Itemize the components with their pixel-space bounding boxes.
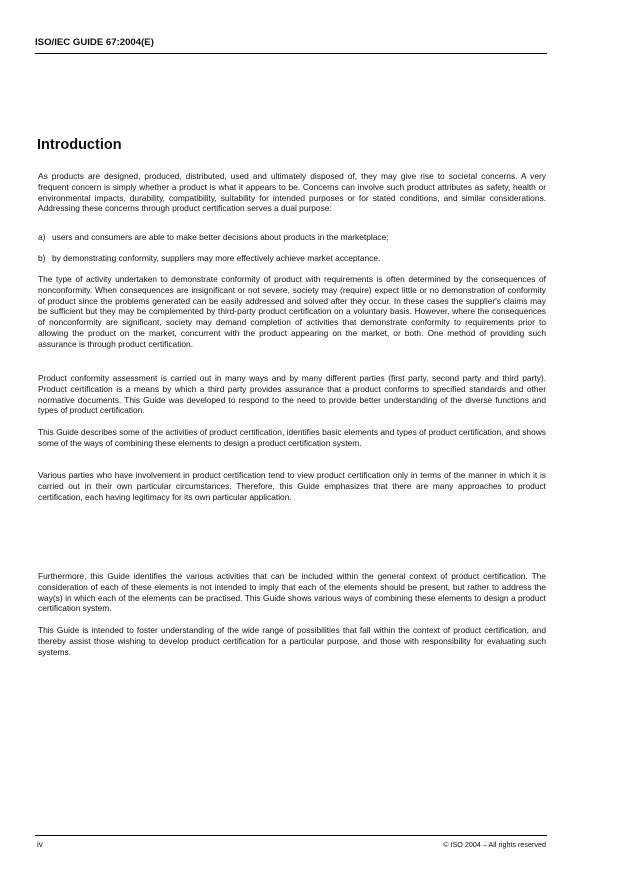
paragraph: This Guide describes some of the activities of product certification, identifies basic elements and types of product certification, and shows some of the ways of combining these elements to design a product certification system. (38, 427, 546, 448)
list-marker: a) (38, 232, 46, 242)
list-text: users and consumers are able to make better decisions about products in the marketplace; (52, 232, 389, 242)
paragraph: This Guide is intended to foster understanding of the wide range of possibilities that fall within the context of product certification, and thereby assist those wishing to develop product certification for a particular purpose, and those with responsibility for evaluating such systems. (38, 625, 546, 657)
paragraph: The type of activity undertaken to demonstrate conformity of product with requirements is often determined by the consequences of nonconformity. When consequences are insignificant or not severe, society may (require) expect little or no demonstration of conformity of product since the problems generated can be easily addressed and solved after they occur. In these cases the supplier's claims may be sufficient but they may be complemented by third-party product certification on a voluntary basis. However, where the consequences of nonconformity are significant, society may demand completion of activities that demonstrate conformity to requirements prior to allowing the product on the market, concurrent with the product appearing on the market, or both. One method of providing such assurance is through product certification. (38, 274, 546, 349)
paragraph: Various parties who have involvement in product certification tend to view product certification only in terms of the manner in which it is carried out in their own particular circumstances. Therefore, this Guide emphasizes that there are many approaches to product certification, each having legitimacy for its own particular application. (38, 470, 546, 502)
paragraph: Furthermore, this Guide identifies the various activities that can be included within the general context of product certification. The consideration of each of these elements is not intended to imply that each of the elements should be present, but rather to address the way(s) in which each of the elements can be practised. This Guide shows various ways of combining these elements to design a product certification system. (38, 571, 546, 614)
list-marker: b) (38, 253, 46, 263)
paragraph: Product conformity assessment is carried out in many ways and by many different parties (first party, second party and third party). Product certification is a means by which a third party provides assurance that a product conforms to specified standards and other normative documents. This Guide was developed to respond to the need to provide better understanding of the diverse functions and types of product certification. (38, 373, 546, 416)
running-header: ISO/IEC GUIDE 67:2004(E) (35, 37, 154, 48)
header-rule (35, 53, 547, 54)
section-title: Introduction (37, 137, 122, 153)
page-number: iv (37, 840, 43, 849)
list-item (38, 253, 546, 264)
footer-rule (35, 835, 547, 836)
list-item (38, 232, 546, 243)
list-text: by demonstrating conformity, suppliers may more effectively achieve market acceptance. (52, 253, 381, 263)
paragraph: As products are designed, produced, distributed, used and ultimately disposed of, they may give rise to societal concerns. A very frequent concern is simply whether a product is what it appears to be. Concerns can involve such product attributes as safety, health or environmental impacts, durability, compatibility, suitability for intended purposes or for stated conditions, and similar considerations. Addressing these concerns through product certification serves a dual purpose: (38, 171, 546, 214)
copyright-notice: © ISO 2004 – All rights reserved (443, 840, 546, 849)
